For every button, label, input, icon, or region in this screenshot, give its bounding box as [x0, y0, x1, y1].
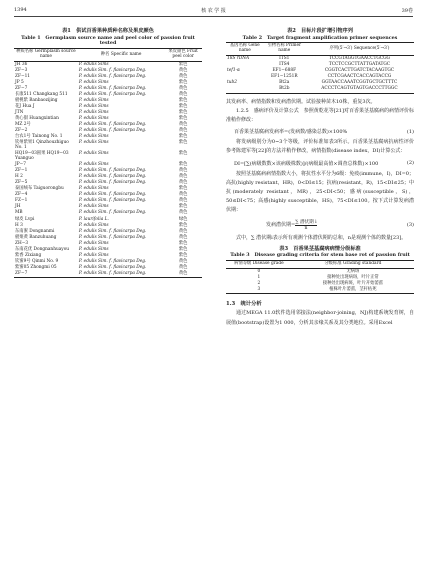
- table3-cell: 1: [257, 274, 261, 280]
- table1-cell: 黄色: [178, 73, 188, 79]
- table1-cell: P. edulis Sims: [78, 204, 109, 210]
- table1-cell: 黄色: [178, 198, 188, 204]
- table1-cell: 钦蜜9号 Qinmi No. 9: [15, 258, 59, 264]
- table1-cell: 黄色: [178, 180, 188, 186]
- table2-cell: tef1-α: [227, 67, 240, 73]
- table1-cell: P. edulis Sims: [78, 222, 109, 228]
- table2-cell: TCCGTAGGTGAACCTGCGG: [328, 55, 390, 61]
- table2-cell: GGTAACCAAATCGGTGCTGCTTTC: [321, 80, 398, 86]
- table1-cell: ZF−11: [15, 73, 31, 79]
- table1-cell: 黄色: [178, 192, 188, 198]
- table1-cell: ZF−2: [15, 128, 28, 134]
- table1-cell: P. edulis Sim. f. flavicarpa Deg.: [78, 92, 147, 98]
- formula-latency: [226, 219, 414, 231]
- table1-cell: P. edulis Sim. f. flavicarpa Deg.: [78, 180, 147, 186]
- table1-cell: P. edulis Sims: [78, 246, 109, 252]
- table1-cell: 黄色: [178, 168, 188, 174]
- table1-cell: P. edulis Sim. f. flavicarpa Deg.: [78, 73, 147, 79]
- table1-body: [14, 62, 202, 278]
- table1-cell: P. edulis Sim. f. flavicarpa Deg.: [78, 86, 147, 92]
- table2-cell: ITS4: [279, 61, 290, 67]
- table2-cell: CGGTCACTTGATCTACAAGTGC: [324, 67, 395, 73]
- section-125: 1.2.5 感病评价及计算公式 参照黄乾花等[21]对百香果茎基腐病的病情评价标准稍作修改：: [226, 107, 414, 123]
- table2-cell: TCCTCCGCTTATTGATATGC: [328, 61, 391, 67]
- table2-cell: CCTCGAACTCACCAGTACCG: [327, 74, 392, 79]
- table1-cell: P. edulis Sims: [78, 162, 109, 168]
- table1-cell: 紫色: [178, 204, 188, 210]
- formula-incidence-number: (1): [406, 128, 414, 135]
- formula-latency-denominator: n: [295, 225, 316, 231]
- table3-cell: 3: [257, 286, 261, 292]
- table1-cell: 紫色: [178, 134, 188, 140]
- table1-cell: P. edulis Sim. f. flavicarpa Deg.: [78, 264, 147, 270]
- table1-cell: ZF−7: [15, 270, 28, 276]
- right-column: [226, 28, 414, 328]
- formula-incidence: [226, 128, 414, 135]
- table1-cell: P. edulis Sim. f. flavicarpa Deg.: [78, 210, 147, 216]
- table1-cell: 黄色: [178, 86, 188, 92]
- table1-cell: 紫色: [178, 110, 188, 116]
- table1-cell: 黄色: [178, 234, 188, 240]
- table1-cell: FZ−1: [15, 198, 28, 204]
- table1-cell: HQ19−03圆果 HQ19−03 Yuanguo: [15, 151, 69, 162]
- table1-cell: 紫色: [178, 116, 188, 122]
- table3-cell: 2: [257, 280, 261, 286]
- table1-cell: 黄心甜 Huangxintian: [15, 116, 59, 122]
- table1-cell: 黄色: [178, 228, 188, 234]
- table3-cell: 接种处出现病斑，叶片正常: [327, 274, 379, 280]
- table1-cell: P. edulis Sims: [78, 116, 109, 122]
- table2-cell: EF1−688F: [272, 67, 297, 73]
- table1-row: [14, 152, 202, 163]
- table1-cell: 紫色: [178, 98, 188, 104]
- table1-cell: P. edulis Sim. f. flavicarpa Deg.: [78, 168, 147, 174]
- paragraph-latency-desc: 式中，∑ 潜伏期i表示所有观测个体潜伏期的总和，n是观测个体的数量[23]。: [236, 234, 407, 241]
- table2-cell: ACCCTCAGTGTAGTGACCCTTGGC: [321, 86, 398, 92]
- table3-row: [226, 287, 414, 294]
- table1-cell: 紫色: [178, 79, 188, 85]
- section-13-heading: 1.3 统计分析: [226, 301, 262, 308]
- page-header: [14, 6, 413, 17]
- table2-cell: [226, 87, 264, 94]
- table1-cell: 黄色: [178, 210, 188, 216]
- table2-header-gene: 基因名称 Gene name: [229, 43, 260, 54]
- table1-caption-cn: 表1 供试百香果种质种名称及果皮颜色: [62, 28, 154, 34]
- table1-caption-en: Table 1 Germplasm source name and peel color of passion fruit tested: [21, 34, 195, 47]
- table1-header-species: 种名 Specific name: [100, 51, 142, 57]
- table2-cell: 18S rDNA: [227, 55, 250, 61]
- table1: [14, 48, 202, 278]
- table1-cell: P. edulis Sim. f. flavicarpa Deg.: [78, 174, 147, 180]
- table1-cell: H 2: [15, 174, 23, 180]
- left-column: [14, 28, 202, 278]
- table1-cell: 紫色: [178, 104, 188, 110]
- table2-header-sequence: 序列(5′→3′) Sequence(5′→3′): [329, 45, 390, 51]
- table1-cell: P. edulis Sim. f. flavicarpa Deg.: [78, 122, 147, 128]
- table2-caption-cn: 表2 目标片段扩增引物序列: [287, 28, 353, 34]
- table2-body: [226, 56, 414, 93]
- table1-cell: P. edulis Sim. f. flavicarpa Deg.: [78, 198, 147, 204]
- table1-cell: P. edulis Sim. f. flavicarpa Deg.: [78, 258, 147, 264]
- formula-latency-numerator: ∑ 潜伏期 i: [295, 219, 317, 225]
- table1-cell: P. edulis Sim. f. flavicarpa Deg.: [78, 128, 147, 134]
- table1-cell: 东南蜜 Dongnanmi: [15, 228, 55, 234]
- formula-di-number: (2): [406, 160, 414, 167]
- table1-cell: ZF−4: [15, 192, 28, 198]
- table1-cell: 紫色: [178, 151, 188, 157]
- table1-cell: 紫色: [178, 61, 188, 67]
- paragraph-grade: 按照茎基腐病病情指数大小，将抗性水平分为6级：免疫(immune，I)，DI=0；高抗(highly resistant，HR)，0<DI≤15；抗病(resistant，R)，15<DI≤25；中抗(moderately resistant，MR)，25<DI<50；感病(susceptible，S)，50≤DI<75；高感(highly susceptible，HS)，75<DI≤100。按下式计算发病潜伏期：: [226, 170, 414, 214]
- table1-cell: P. edulis Sims: [78, 252, 109, 258]
- table3-header-grade: 病情等级 Disease grade: [234, 261, 284, 267]
- formula-latency-lhs: 发病潜伏期=: [266, 222, 296, 229]
- table1-cell: 东南花优 Dongnanhuayou: [15, 246, 70, 252]
- table1-cell: P. edulis Sims: [78, 98, 109, 104]
- table2-row: [226, 87, 414, 94]
- table1-cell: JTN: [15, 110, 24, 116]
- table3-cell: 植株叶片萎蔫，茎秆枯死: [329, 286, 377, 292]
- table1-cell: P. edulis Sim. f. flavicarpa Deg.: [78, 67, 147, 73]
- table1-cell: P. edulis Sims: [78, 110, 109, 116]
- table1-cell: P. edulis Sims: [78, 61, 109, 67]
- table1-cell: ZF−3: [15, 67, 28, 73]
- table1-cell: MZ 2号: [15, 122, 31, 128]
- table1-cell: 紫色: [178, 140, 188, 146]
- table1-cell: JP 5: [15, 79, 24, 85]
- table1-cell: ZF−7: [15, 86, 28, 92]
- table1-cell: P. edulis Sims: [78, 134, 109, 140]
- table1-cell: P. edulis Sims: [78, 151, 109, 157]
- table1-cell: 长康511 Changkang 511: [15, 92, 68, 98]
- table1-cell: P. edulis Sims: [78, 79, 109, 85]
- table2-caption-en: Table 2 Target fragment amplification primer sequences: [242, 34, 398, 41]
- table1-cell: H 3: [15, 222, 23, 228]
- table3-caption-cn: 表3 百香果茎基腐病病情分级标准: [279, 245, 361, 252]
- table1-cell: 黄色: [178, 174, 188, 180]
- table1-cell: 绿皮 Lvpi: [15, 216, 35, 222]
- table2-cell: ITS1: [279, 55, 290, 61]
- table1-cell: JH 36: [15, 61, 28, 67]
- table1-row: [14, 271, 202, 278]
- table1-cell: 黄色: [178, 258, 188, 264]
- formula-di-text: DI=[∑(病级数数×该病级株数)]/(病级最高值×调查总株数)×100: [234, 160, 379, 167]
- table3-cell: 无病斑: [346, 268, 360, 274]
- table1-cell: P. edulis Sim. f. flavicarpa Deg.: [78, 234, 147, 240]
- table1-cell: 紫蜜05 Zhongmi 05: [15, 264, 57, 270]
- table1-header-name: 种质名称 Germplasm source name: [16, 49, 76, 60]
- table1-cell: P. laurifolia L.: [78, 216, 109, 222]
- formula-latency-number: (3): [406, 221, 414, 228]
- paragraph-scale: 将发病级别分为0~3个等级，评价标准如表3所示。百香果茎基腐病抗病性评价参考陈建军等[22]的方法并稍作修改，病情指数(disease index，DI)计算公式：: [226, 139, 414, 155]
- page-number: 1394: [14, 7, 27, 13]
- formula-incidence-text: 百香果茎基腐病发病率=(发病数/感染总数)×100%: [234, 129, 348, 136]
- formula-latency-fraction: [295, 219, 316, 231]
- table1-cell: P. edulis Sims: [78, 240, 109, 246]
- table2-cell: Bt2b: [279, 86, 290, 92]
- table3: [226, 260, 414, 294]
- table1-header-color: 果皮颜色 Fruit peel color: [168, 49, 198, 60]
- table2-cell: EF1−1251R: [270, 74, 298, 79]
- table2-cell: tub2: [227, 80, 237, 86]
- table1-cell: 板桃紫 Banbaozijing: [15, 98, 58, 104]
- table2: [226, 42, 414, 93]
- table1-cell: 花J Hua J: [15, 104, 35, 110]
- table3-body: [226, 269, 414, 294]
- table1-cell: 黄色: [178, 270, 188, 276]
- table1-cell: 钦州紫果1 Qinzhouzhiguo No. 1: [15, 140, 69, 151]
- table1-cell: ZF−1: [15, 168, 28, 174]
- table1-cell: 黄色: [178, 122, 188, 128]
- table1-cell: P. edulis Sim. f. flavicarpa Deg.: [78, 192, 147, 198]
- section-13-paragraph: 通过MEGA 11.0软件选用邻接法(neighbor-joining，NJ)构建系统发育树，自展值(bootstrap)设置为1 000，分析其亲缘关系及其分类地位。采用Excel: [226, 310, 414, 326]
- table1-cell: 黄色: [178, 128, 188, 134]
- formula-di: [226, 160, 414, 167]
- table3-header-standard: 分级标准 Grading standard: [324, 261, 382, 267]
- table1-cell: JP−7: [15, 162, 26, 168]
- table3-caption-en: Table 3 Disease grading criteria for stem base rot of passion fruit: [230, 252, 410, 259]
- table1-cell: MB: [15, 210, 23, 216]
- journal-name: 核 农 学 报: [201, 8, 226, 14]
- table1-cell: 黄色: [178, 92, 188, 98]
- table1-cell: 绿色: [178, 216, 188, 222]
- table1-cell: 黄色: [178, 67, 188, 73]
- table1-cell: ZF−5: [15, 180, 28, 186]
- table1-cell: 紫色: [178, 162, 188, 168]
- table1-cell: JH: [15, 204, 21, 210]
- table1-cell: P. edulis Sims: [78, 186, 109, 192]
- table1-cell: P. edulis Sims: [78, 140, 109, 146]
- volume: 39卷: [401, 8, 413, 14]
- table1-cell: P. edulis Sim. f. flavicarpa Deg.: [78, 228, 147, 234]
- table1-cell: P. edulis Sim. f. flavicarpa Deg.: [78, 270, 147, 276]
- table1-cell: P. edulis Sims: [78, 104, 109, 110]
- table1-cell: 紫色: [178, 252, 188, 258]
- table1-cell: 紫色: [178, 246, 188, 252]
- table1-cell: 紫色: [178, 240, 188, 246]
- table1-cell: 紫色: [178, 186, 188, 192]
- table1-cell: 台农1号 Tainong No. 1: [15, 134, 63, 140]
- table3-cell: 0: [257, 268, 261, 274]
- table2-cell: Bt2a: [279, 80, 290, 86]
- table1-cell: 板栗黄 Banzuhuang: [15, 234, 57, 240]
- table1-cell: ZH−3: [15, 240, 29, 246]
- table1-cell: 紫香 Zixiang: [15, 252, 42, 258]
- paragraph-intro: 其发病率、病情指数和发病潜伏期。试验接种苗木10株，重复3次。: [226, 98, 376, 105]
- table3-cell: 接种处出现病斑，叶片开始萎蔫: [322, 280, 383, 286]
- table1-cell: 黄色: [178, 264, 188, 270]
- table1-cell: 泰国绒布 Taiguorongbu: [15, 186, 64, 192]
- table1-cell: 紫色: [178, 222, 188, 228]
- table2-header-primer: 引物名称 Primer name: [267, 43, 302, 54]
